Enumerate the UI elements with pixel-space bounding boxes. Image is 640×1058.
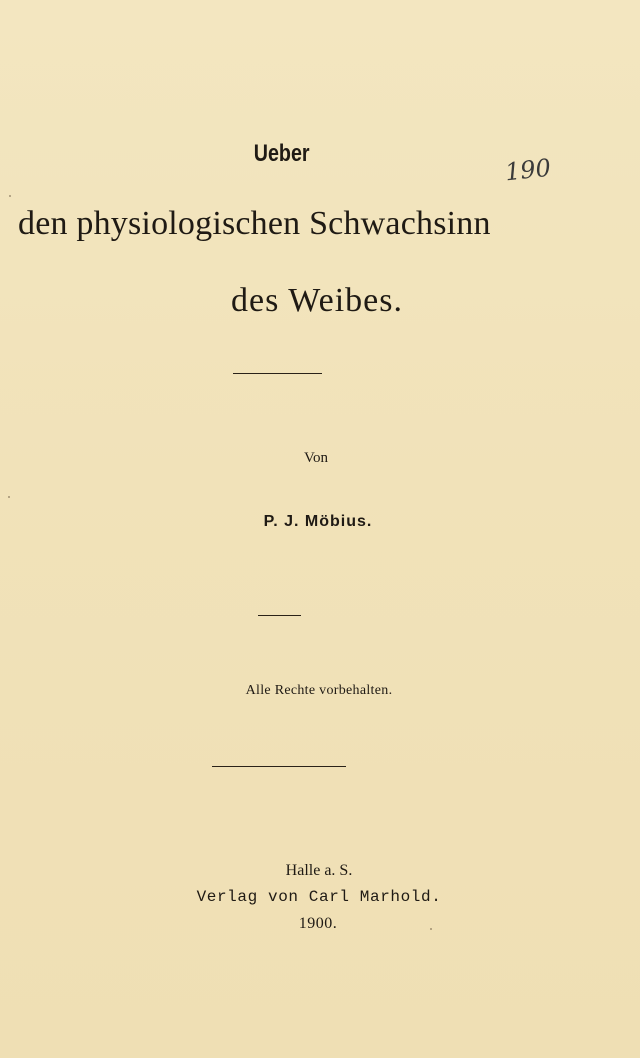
author-name: P. J. Möbius.: [263, 513, 373, 530]
divider-rule-2: [258, 615, 301, 616]
paper-speck: [8, 496, 10, 498]
title-line-main: den physiologischen Schwachsinn: [18, 205, 491, 242]
imprint-publisher: Verlag von Carl Marhold.: [196, 888, 442, 906]
rights-notice: Alle Rechte vorbehalten.: [245, 683, 393, 698]
divider-rule-3: [212, 766, 346, 767]
paper-speck: [430, 928, 432, 930]
handwritten-number: 190: [503, 153, 553, 187]
imprint-place: Halle a. S.: [285, 862, 353, 879]
title-line-weibes: des Weibes.: [231, 282, 403, 319]
author-prefix: Von: [304, 450, 328, 466]
title-line-ueber: Ueber: [253, 140, 310, 167]
imprint-year: 1900.: [298, 915, 338, 932]
divider-rule-1: [233, 373, 322, 374]
paper-speck: [9, 195, 11, 197]
